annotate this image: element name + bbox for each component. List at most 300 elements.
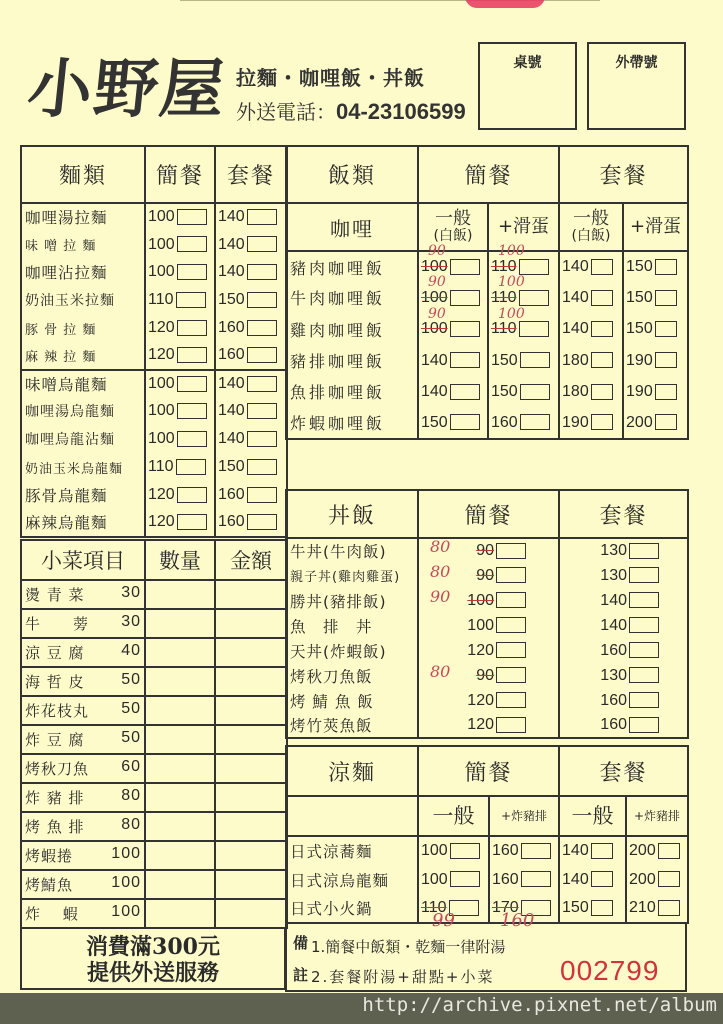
order-checkbox[interactable] (519, 290, 549, 306)
amount-field[interactable] (215, 870, 287, 899)
price-cell (559, 688, 688, 713)
quantity-field[interactable] (145, 696, 215, 725)
order-checkbox[interactable] (247, 403, 277, 419)
order-checkbox[interactable] (247, 431, 277, 447)
price-value: 140 (562, 320, 589, 338)
price-value: 100 (148, 235, 175, 253)
sides-header-item: 小菜項目 (21, 540, 145, 580)
noodle-name: 咖哩湯拉麵 (21, 203, 145, 231)
price-value: 150 (626, 258, 653, 276)
side-dish-price: 50 (121, 671, 141, 688)
side-dish-price: 100 (111, 845, 141, 862)
order-checkbox[interactable] (247, 459, 277, 475)
sides-table (20, 539, 288, 929)
price-value: 150 (491, 382, 518, 400)
price-cell (145, 481, 215, 509)
order-checkbox[interactable] (247, 376, 277, 392)
price-cell (215, 425, 287, 453)
price-value: 120 (148, 513, 175, 531)
takeout-number-label: 外帶號 (615, 55, 658, 71)
order-checkbox[interactable] (177, 236, 207, 252)
side-dish-name (21, 696, 145, 725)
side-dish-name (21, 754, 145, 783)
price-cell (488, 407, 559, 438)
side-dish-name (21, 725, 145, 754)
handwritten-price-correction: 80 (430, 662, 451, 681)
order-checkbox[interactable] (521, 871, 551, 887)
order-checkbox[interactable] (496, 667, 526, 683)
order-checkbox[interactable] (519, 321, 549, 337)
handwritten-price-correction: 90 (428, 243, 446, 259)
order-checkbox[interactable] (655, 384, 677, 400)
handwritten-price-correction: 90 (428, 274, 446, 291)
order-checkbox[interactable] (519, 259, 549, 275)
order-checkbox[interactable] (177, 431, 207, 447)
order-checkbox[interactable] (591, 321, 613, 337)
price-cell (626, 836, 688, 865)
amount-field[interactable] (215, 754, 287, 783)
price-cell (489, 836, 559, 865)
amount-field[interactable] (215, 667, 287, 696)
quantity-field[interactable] (145, 783, 215, 812)
price-value: 140 (562, 870, 589, 888)
price-cell (489, 865, 559, 894)
order-checkbox[interactable] (521, 843, 551, 859)
cold-header-simple: 簡餐 (418, 746, 559, 796)
price-value: 120 (467, 691, 494, 709)
order-checkbox[interactable] (629, 543, 659, 559)
quantity-field[interactable] (145, 899, 215, 928)
order-checkbox[interactable] (520, 384, 550, 400)
curry-sub-simple-plain: 一般 (白飯) (418, 203, 488, 251)
side-dish-price: 40 (121, 642, 141, 659)
curry-name: 豬肉咖哩飯 (286, 251, 418, 282)
price-value: 160 (218, 346, 245, 364)
order-checkbox[interactable] (496, 642, 526, 658)
cold-sub-empty (286, 796, 418, 836)
order-checkbox[interactable] (658, 843, 680, 859)
order-checkbox[interactable] (629, 667, 659, 683)
price-value: 110 (491, 320, 517, 338)
noodle-name: 奶油玉米烏龍麵 (21, 453, 145, 481)
side-dish-name (21, 812, 145, 841)
order-checkbox[interactable] (247, 514, 277, 530)
price-value: 150 (562, 899, 589, 916)
side-dish-row (21, 783, 287, 812)
quantity-field[interactable] (145, 870, 215, 899)
price-value: 160 (218, 485, 245, 503)
order-checkbox[interactable] (450, 384, 480, 400)
curry-table (285, 145, 689, 440)
donburi-name: 烤竹莢魚飯 (286, 713, 418, 738)
price-value: 140 (562, 842, 589, 859)
order-checkbox[interactable] (629, 717, 659, 733)
price-value: 140 (421, 351, 448, 369)
side-dish-label: 炸 豆 腐 (25, 731, 85, 749)
price-cell (215, 314, 287, 342)
quantity-field[interactable] (145, 638, 215, 667)
price-value: 210 (629, 899, 656, 916)
side-dish-row (21, 725, 287, 754)
top-red-mark (465, 0, 545, 8)
price-value: 190 (562, 413, 589, 431)
price-value: 140 (600, 616, 627, 634)
cold-noodles-table (285, 745, 689, 924)
order-checkbox[interactable] (176, 459, 206, 475)
price-value: 170 (492, 899, 519, 916)
donburi-row (286, 663, 688, 688)
quantity-field[interactable] (145, 754, 215, 783)
takeout-number-box[interactable] (587, 42, 686, 130)
side-dish-price: 50 (121, 729, 141, 746)
side-dish-label: 烤蝦捲 (25, 847, 74, 865)
price-value: 130 (600, 566, 627, 584)
curry-sub-set-egg: +滑蛋 (623, 203, 688, 251)
side-dish-row (21, 638, 287, 667)
price-cell (418, 836, 489, 865)
order-checkbox[interactable] (450, 352, 480, 368)
side-dish-price: 30 (121, 613, 141, 630)
order-checkbox[interactable] (591, 843, 613, 859)
handwritten-price-correction: 90 (428, 305, 446, 322)
price-cell (418, 713, 559, 738)
price-value: 90 (476, 542, 494, 559)
order-checkbox[interactable] (658, 900, 680, 916)
side-dish-name (21, 783, 145, 812)
noodles-header-name: 麵類 (21, 146, 145, 203)
order-serial-number: 002799 (560, 955, 660, 986)
order-checkbox[interactable] (629, 592, 659, 608)
amount-field[interactable] (215, 841, 287, 870)
price-cell (559, 865, 626, 894)
price-cell (559, 282, 623, 313)
order-checkbox[interactable] (247, 320, 277, 336)
price-cell (559, 713, 688, 738)
price-value: 150 (218, 291, 245, 309)
price-value: 200 (626, 413, 653, 431)
cold-sub-simple-pork: +炸豬排 (489, 796, 559, 836)
price-cell (559, 663, 688, 688)
donburi-row (286, 538, 688, 563)
price-cell (145, 398, 215, 426)
donburi-name: 烤秋刀魚飯 (286, 663, 418, 688)
curry-name: 豬排咖哩飯 (286, 345, 418, 376)
order-checkbox[interactable] (591, 259, 613, 275)
price-value: 100 (148, 402, 175, 420)
price-value: 90 (476, 566, 494, 584)
price-cell (215, 342, 287, 370)
table-number-box[interactable] (478, 42, 577, 130)
order-checkbox[interactable] (496, 717, 526, 733)
price-value: 160 (491, 413, 518, 431)
table-number-label: 桌號 (513, 55, 542, 71)
order-checkbox[interactable] (655, 414, 677, 430)
noodles-header-simple: 簡餐 (145, 146, 215, 203)
price-cell (559, 538, 688, 563)
side-dish-name (21, 638, 145, 667)
price-value: 100 (467, 591, 494, 609)
donburi-header-name: 丼飯 (286, 490, 418, 538)
noodle-row (21, 231, 287, 259)
donburi-name: 勝丼(豬排飯) (286, 588, 418, 613)
price-cell (215, 509, 287, 537)
notes-label-bottom: 註 (293, 966, 309, 984)
price-cell (145, 370, 215, 398)
curry-header-name: 飯類 (286, 146, 418, 203)
order-checkbox[interactable] (247, 236, 277, 252)
noodle-name: 奶油玉米拉麵 (21, 286, 145, 314)
handwritten-price-correction: 80 (430, 562, 451, 581)
order-checkbox[interactable] (520, 352, 550, 368)
restaurant-logo: 小野屋 (24, 52, 230, 127)
donburi-name: 烤 鯖 魚 飯 (286, 688, 418, 713)
price-value: 150 (626, 288, 653, 306)
side-dish-name (21, 899, 145, 928)
price-cell (215, 231, 287, 259)
price-value: 140 (421, 382, 448, 400)
order-checkbox[interactable] (655, 321, 677, 337)
amount-field[interactable] (215, 580, 287, 609)
price-value: 140 (218, 235, 245, 253)
side-dish-label: 涼 豆 腐 (25, 644, 85, 662)
quantity-field[interactable] (145, 609, 215, 638)
side-dish-name (21, 580, 145, 609)
curry-row (286, 376, 688, 407)
quantity-field[interactable] (145, 667, 215, 696)
order-checkbox[interactable] (450, 321, 480, 337)
donburi-row (286, 588, 688, 613)
price-value: 180 (562, 382, 589, 400)
side-dish-name (21, 870, 145, 899)
price-value: 140 (562, 288, 589, 306)
cold-sub-set-pork: +炸豬排 (626, 796, 688, 836)
order-checkbox[interactable] (629, 692, 659, 708)
price-value: 150 (421, 413, 448, 431)
price-cell (623, 376, 688, 407)
side-dish-price: 30 (121, 584, 141, 601)
donburi-header-set: 套餐 (559, 490, 688, 538)
price-cell (418, 613, 559, 638)
quantity-field[interactable] (145, 812, 215, 841)
side-dish-price: 100 (111, 903, 141, 920)
price-cell (215, 481, 287, 509)
price-cell (559, 894, 626, 923)
price-value: 180 (562, 351, 589, 369)
donburi-header-simple: 簡餐 (418, 490, 559, 538)
handwritten-price-correction: 100 (498, 274, 525, 291)
price-cell (623, 407, 688, 438)
price-cell (623, 345, 688, 376)
order-checkbox[interactable] (450, 871, 480, 887)
order-checkbox[interactable] (658, 871, 680, 887)
order-checkbox[interactable] (177, 264, 207, 280)
price-value: 150 (491, 351, 518, 369)
noodle-name: 豚骨烏龍麵 (21, 481, 145, 509)
price-value: 130 (600, 666, 627, 684)
curry-sub-set-plain: 一般 (白飯) (559, 203, 623, 251)
price-cell (623, 314, 688, 345)
amount-field[interactable] (215, 609, 287, 638)
donburi-row (286, 713, 688, 738)
price-value: 140 (600, 591, 627, 609)
price-value: 140 (218, 402, 245, 420)
quantity-field[interactable] (145, 580, 215, 609)
order-checkbox[interactable] (655, 352, 677, 368)
price-cell (418, 638, 559, 663)
order-checkbox[interactable] (591, 871, 613, 887)
order-checkbox[interactable] (655, 290, 677, 306)
price-value: 100 (421, 258, 448, 276)
curry-row (286, 282, 688, 313)
cold-noodle-name: 日式涼烏龍麵 (286, 865, 418, 894)
price-cell (559, 613, 688, 638)
price-value: 190 (626, 382, 653, 400)
order-checkbox[interactable] (520, 414, 550, 430)
side-dish-row (21, 754, 287, 783)
handwritten-price-correction: 100 (498, 305, 525, 322)
price-cell (145, 342, 215, 370)
price-cell (559, 251, 623, 282)
price-value: 100 (421, 870, 448, 888)
price-cell (145, 231, 215, 259)
side-dish-label: 海 哲 皮 (25, 673, 85, 691)
noodle-row (21, 509, 287, 537)
price-cell (559, 376, 623, 407)
order-checkbox[interactable] (177, 403, 207, 419)
order-checkbox[interactable] (629, 567, 659, 583)
noodle-name: 咖哩烏龍沾麵 (21, 425, 145, 453)
side-dish-name (21, 667, 145, 696)
price-cell (145, 425, 215, 453)
amount-field[interactable] (215, 696, 287, 725)
noodle-row (21, 398, 287, 426)
order-checkbox[interactable] (450, 843, 480, 859)
price-cell (215, 259, 287, 287)
price-value: 200 (629, 870, 656, 888)
curry-row (286, 314, 688, 345)
order-checkbox[interactable] (247, 487, 277, 503)
side-dish-row (21, 696, 287, 725)
price-value: 130 (600, 542, 627, 559)
quantity-field[interactable] (145, 725, 215, 754)
cold-header-set: 套餐 (559, 746, 688, 796)
noodles-table (20, 145, 288, 538)
order-checkbox[interactable] (177, 209, 207, 225)
donburi-row (286, 688, 688, 713)
donburi-name: 牛丼(牛肉飯) (286, 538, 418, 563)
price-value: 140 (218, 208, 245, 226)
notes-line-2: 2.套餐附湯+甜點+小菜 (311, 968, 495, 986)
order-checkbox[interactable] (629, 617, 659, 633)
order-checkbox[interactable] (176, 292, 206, 308)
order-checkbox[interactable] (496, 567, 526, 583)
order-checkbox[interactable] (496, 692, 526, 708)
price-value: 120 (467, 641, 494, 659)
price-value: 140 (562, 258, 589, 276)
amount-field[interactable] (215, 638, 287, 667)
side-dish-price: 60 (121, 758, 141, 775)
price-cell (559, 345, 623, 376)
order-checkbox[interactable] (450, 290, 480, 306)
order-checkbox[interactable] (450, 414, 480, 430)
side-dish-name (21, 609, 145, 638)
notes-label-top: 備 (293, 934, 309, 952)
order-checkbox[interactable] (247, 209, 277, 225)
price-cell (418, 688, 559, 713)
order-checkbox[interactable] (591, 384, 613, 400)
side-dish-label: 烤秋刀魚 (25, 760, 90, 778)
order-checkbox[interactable] (177, 514, 207, 530)
noodle-row (21, 342, 287, 370)
sides-header-amount: 金額 (215, 540, 287, 580)
side-dish-price: 80 (121, 816, 141, 833)
delivery-promo (20, 928, 286, 990)
order-checkbox[interactable] (591, 900, 613, 916)
order-checkbox[interactable] (247, 264, 277, 280)
price-cell (623, 251, 688, 282)
side-dish-label: 炸 豬 排 (25, 789, 85, 807)
cold-sub-simple-plain: 一般 (418, 796, 489, 836)
order-checkbox[interactable] (496, 543, 526, 559)
order-checkbox[interactable] (591, 290, 613, 306)
order-checkbox[interactable] (450, 259, 480, 275)
price-value: 190 (626, 351, 653, 369)
price-value: 110 (491, 258, 517, 276)
amount-field[interactable] (215, 783, 287, 812)
order-checkbox[interactable] (177, 347, 207, 363)
quantity-field[interactable] (145, 841, 215, 870)
phone-number: 04-23106599 (336, 99, 466, 124)
price-cell (215, 286, 287, 314)
side-dish-row (21, 870, 287, 899)
cold-sub-set-plain: 一般 (559, 796, 626, 836)
noodle-name: 麻 辣 拉 麵 (21, 342, 145, 370)
order-checkbox[interactable] (591, 414, 613, 430)
price-cell (623, 282, 688, 313)
noodle-row (21, 453, 287, 481)
price-cell (145, 453, 215, 481)
price-cell (145, 203, 215, 231)
noodles-header-set: 套餐 (215, 146, 287, 203)
price-value: 100 (148, 430, 175, 448)
side-dish-price: 50 (121, 700, 141, 717)
noodle-row (21, 370, 287, 398)
price-cell (559, 314, 623, 345)
order-checkbox[interactable] (177, 376, 207, 392)
order-checkbox[interactable] (496, 617, 526, 633)
amount-field[interactable] (215, 899, 287, 928)
price-cell (418, 376, 488, 407)
order-checkbox[interactable] (177, 487, 207, 503)
order-checkbox[interactable] (177, 320, 207, 336)
order-checkbox[interactable] (247, 292, 277, 308)
handwritten-price-correction: 80 (430, 537, 451, 556)
price-value: 160 (492, 842, 519, 859)
amount-field[interactable] (215, 725, 287, 754)
order-checkbox[interactable] (247, 347, 277, 363)
tagline: 拉麵・咖哩飯・丼飯 (236, 66, 425, 90)
order-checkbox[interactable] (655, 259, 677, 275)
order-checkbox[interactable] (629, 642, 659, 658)
price-cell (559, 638, 688, 663)
curry-row (286, 251, 688, 282)
order-checkbox[interactable] (591, 352, 613, 368)
amount-field[interactable] (215, 812, 287, 841)
noodle-name: 味 噌 拉 麵 (21, 231, 145, 259)
price-cell (559, 563, 688, 588)
order-checkbox[interactable] (496, 592, 526, 608)
price-value: 100 (421, 842, 448, 859)
